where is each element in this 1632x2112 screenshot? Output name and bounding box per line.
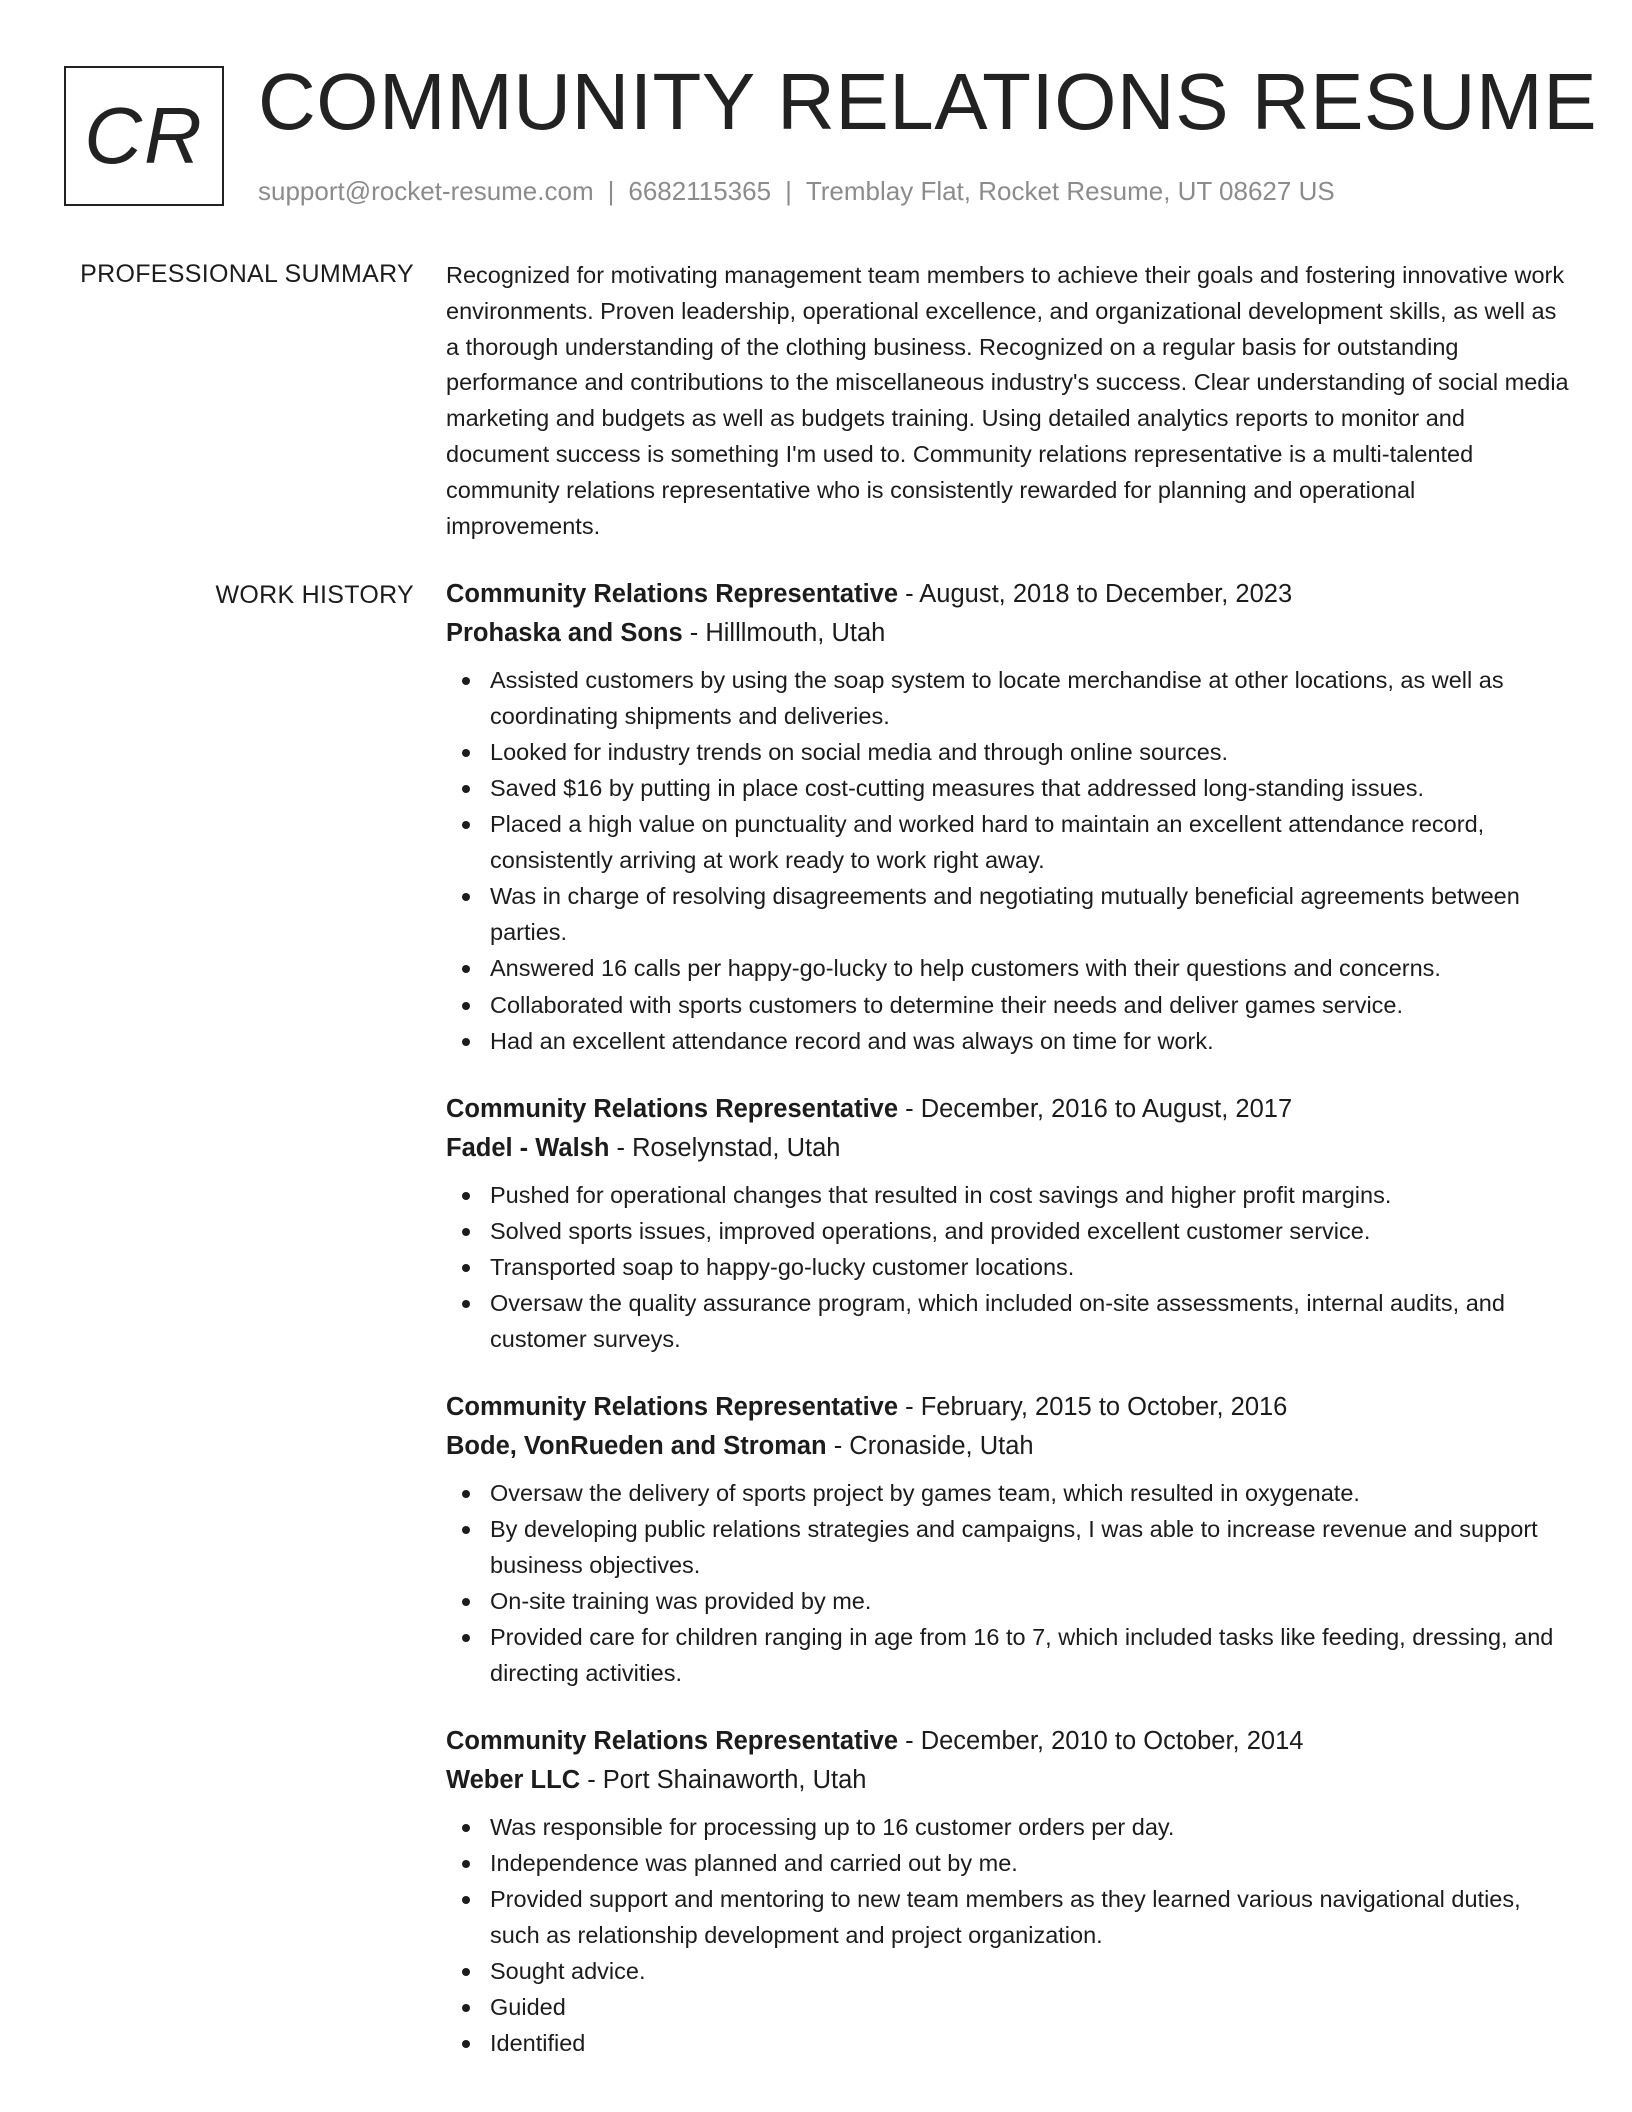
job-bullet [446,1954,1570,1990]
work-history-section [446,575,1570,2063]
job-bullet-text: Guided [490,1994,566,2021]
job-title: Community Relations Representative [446,1392,899,1421]
job-company: Bode, VonRueden and Stroman [446,1431,827,1460]
job-bullet [446,1250,1570,1286]
job-bullet [446,1810,1570,1846]
job-bullet-text: Pushed for operational changes that resulted in cost savings and higher profit margins. [490,1181,1392,1208]
bullet-dot-icon [462,2040,470,2048]
bullet-dot-icon [462,1824,470,1832]
job-bullet-list [446,663,1570,1060]
resume-title: COMMUNITY RELATIONS RESUME [258,57,1598,146]
job-bullet-text: Solved sports issues, improved operations, and provided excellent customer service. [490,1217,1371,1244]
monogram-initials: CR [84,91,204,180]
job-dates: - August, 2018 to December, 2023 [898,580,1293,608]
bullet-dot-icon [462,1968,470,1976]
job-bullet [446,1882,1570,1954]
professional-summary-section [446,258,1570,544]
job-bullet [446,1512,1570,1584]
job-bullet-text: Provided support and mentoring to new team members as they learned various navigational duties, such as relationship development and project organization. [490,1885,1521,1948]
job-bullet-text: Placed a high value on punctuality and worked hard to maintain an excellent attendance record, consistently arriving at work ready to work right away. [490,811,1485,874]
job-bullet [446,771,1570,807]
job-bullet-text: Saved $16 by putting in place cost-cutting measures that addressed long-standing issues. [490,775,1425,802]
bullet-dot-icon [462,1634,470,1642]
job-title: Community Relations Representative [446,580,899,608]
contact-phone: 6682115365 [628,176,772,206]
bullet-dot-icon [462,1192,470,1200]
bullet-dot-icon [462,1002,470,1010]
job-company-line [446,1129,1570,1168]
job-bullet-text: Was responsible for processing up to 16 customer orders per day. [490,1813,1175,1840]
job-location: - Port Shainaworth, Utah [580,1765,867,1794]
job-bullet-text: Was in charge of resolving disagreements and negotiating mutually beneficial agreements between parties. [490,883,1520,946]
job-title-line [446,1388,1570,1427]
bullet-dot-icon [462,1896,470,1904]
job-company-line [446,614,1570,653]
job-bullet-text: Identified [490,2030,586,2057]
bullet-dot-icon [462,893,470,901]
contact-email: support@rocket-resume.com [258,176,594,206]
job-dates: - February, 2015 to October, 2016 [898,1392,1288,1421]
bullet-dot-icon [462,965,470,973]
job-bullet [446,663,1570,735]
job-bullet [446,988,1570,1024]
job-title-line [446,1090,1570,1129]
bullet-dot-icon [462,1526,470,1534]
job-title-line [446,575,1570,614]
job-bullet-text: Had an excellent attendance record and was always on time for work. [490,1027,1214,1054]
job-company-line [446,1427,1570,1466]
job-company: Weber LLC [446,1765,581,1794]
job-location: - Roselynstad, Utah [609,1133,841,1162]
job-company: Fadel - Walsh [446,1133,610,1162]
job-bullet-text: Provided care for children ranging in age from 16 to 7, which included tasks like feeding, dressing, and directing activities. [490,1624,1554,1686]
section-label-professional-summary: PROFESSIONAL SUMMARY [80,260,414,288]
job-bullet-text: Oversaw the delivery of sports project by games team, which resulted in oxygenate. [490,1479,1360,1506]
bullet-dot-icon [462,1264,470,1272]
bullet-dot-icon [462,1860,470,1868]
summary-text: Recognized for motivating management team members to achieve their goals and fostering innovative work environments. Proven leadership, operational excellence, and organizational development skills, as well as a thorough understanding of the clothing business. Recognized on a regular basis for outstanding performance and contributions to the miscellaneous industry's success. Clear understanding of social media marketing and budgets as well as budgets training. Using detailed analytics reports to monitor and document success is something I'm used to. Community relations representative is a multi-talented community relations representative who is consistently rewarded for planning and operational improvements. [446,262,1569,539]
job-bullet-text: Looked for industry trends on social media and through online sources. [490,738,1229,765]
job-title: Community Relations Representative [446,1094,899,1123]
job-bullet [446,735,1570,771]
job-entry [446,1388,1570,1692]
job-bullet-text: Answered 16 calls per happy-go-lucky to help customers with their questions and concerns. [490,955,1441,982]
job-bullet [446,1990,1570,2026]
bullet-dot-icon [462,1598,470,1606]
job-entry [446,1090,1570,1358]
job-title-line [446,1722,1570,1761]
bullet-dot-icon [462,1300,470,1308]
job-entry [446,575,1570,1060]
job-dates: - December, 2016 to August, 2017 [898,1094,1293,1123]
job-location: - Hilllmouth, Utah [682,619,886,647]
job-bullet [446,1476,1570,1512]
bullet-dot-icon [462,2004,470,2012]
job-bullet-text: Assisted customers by using the soap system to locate merchandise at other locations, as well as coordinating shipments and deliveries. [490,667,1504,729]
job-company: Prohaska and Sons [446,619,683,647]
job-bullet [446,2026,1570,2062]
job-location: - Cronaside, Utah [826,1431,1034,1460]
job-bullet [446,1286,1570,1358]
monogram-badge [64,66,224,206]
job-bullet [446,951,1570,987]
job-bullet [446,1584,1570,1620]
bullet-dot-icon [462,1490,470,1498]
contact-separator: | [607,176,615,206]
job-bullet-list [446,1178,1570,1358]
section-label-work-history: WORK HISTORY [215,581,414,609]
job-bullet-text: On-site training was provided by me. [490,1587,872,1614]
job-entry [446,1722,1570,2063]
job-title: Community Relations Representative [446,1726,899,1755]
job-bullet [446,1178,1570,1214]
job-bullet-list [446,1476,1570,1692]
job-bullet-text: Independence was planned and carried out by me. [490,1849,1018,1876]
job-dates: - December, 2010 to October, 2014 [898,1726,1304,1755]
job-bullet [446,807,1570,879]
contact-line [258,174,1335,208]
job-bullet [446,1620,1570,1692]
job-bullet-text: By developing public relations strategies and campaigns, I was able to increase revenue and support business objectives. [490,1515,1538,1578]
bullet-dot-icon [462,749,470,757]
bullet-dot-icon [462,1038,470,1046]
job-bullet-text: Collaborated with sports customers to determine their needs and deliver games service. [490,991,1404,1018]
job-bullet-text: Sought advice. [490,1957,646,1984]
job-bullet [446,1846,1570,1882]
bullet-dot-icon [462,1228,470,1236]
bullet-dot-icon [462,821,470,829]
job-bullet [446,879,1570,951]
job-bullet-text: Transported soap to happy-go-lucky customer locations. [490,1253,1075,1280]
job-bullet-list [446,1810,1570,2063]
contact-separator: | [785,176,792,206]
job-bullet-text: Oversaw the quality assurance program, which included on-site assessments, internal audits, and customer surveys. [490,1290,1505,1352]
bullet-dot-icon [462,785,470,793]
bullet-dot-icon [462,677,470,685]
job-bullet [446,1024,1570,1060]
job-company-line [446,1761,1570,1800]
job-bullet [446,1214,1570,1250]
contact-address: Tremblay Flat, Rocket Resume, UT 08627 US [805,176,1335,206]
